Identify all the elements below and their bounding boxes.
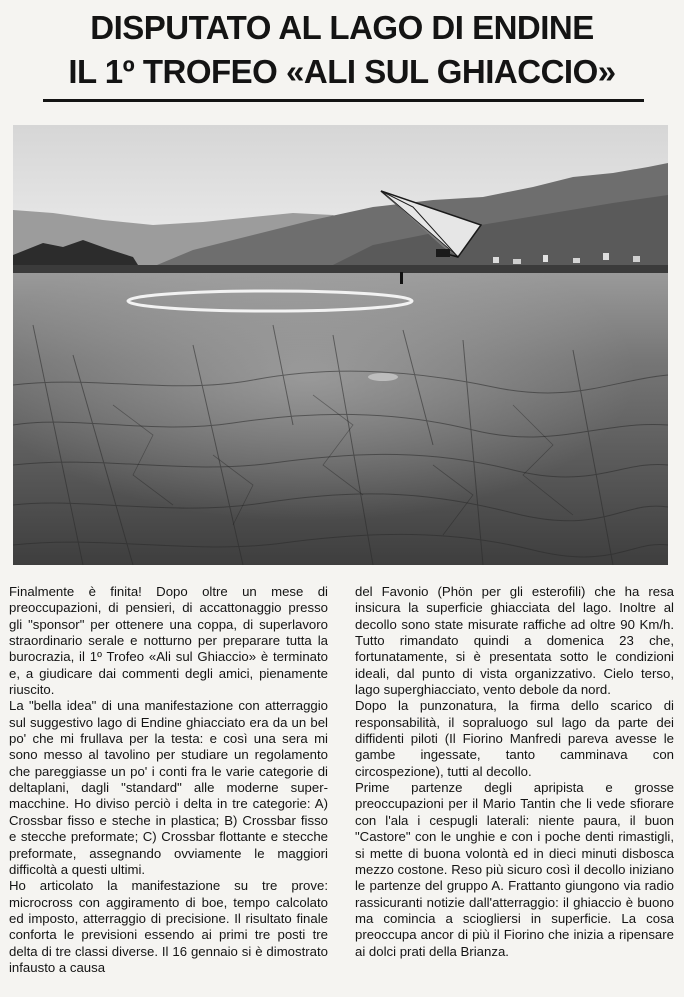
article-column-left xyxy=(9,584,328,976)
headline-rule xyxy=(43,99,644,102)
article-paragraph: Prime partenze degli apripista e grosse preoccupazioni per il Mario Tantin che li vede sfiorare con l'ala i cespugli laterali: niente paura, il buon "Castore" con le unghie e con i poche denti rimastigli, si mette di buona volontà ed in dieci minuti disbosca mezzo costone. Reso più sicuro così il decollo iniziano le partenze del gruppo A. Frattanto giungono via radio rassicuranti notizie dall'atterraggio: il ghiaccio è buono ma comincia a sciogliersi in superficie. La cosa preoccupa ancor di più il Fiorino che inizia a ripensare ai dolci prati della Brianza. xyxy=(355,780,674,959)
hang-glider-photo xyxy=(13,125,668,565)
article-paragraph: Ho articolato la manifestazione su tre prove: microcross con aggiramento di boe, tempo calcolato ed imposto, atterraggio di precisione. Il risultato finale conforta le previsioni essendo ai primi tre posti tre delta di tre classi diverse. Il 16 gennaio si è dimostrato infausto a causa xyxy=(9,878,328,975)
article-paragraph: Dopo la punzonatura, la firma dello scarico di responsabilità, il sopraluogo sul lago da parte dei diffidenti piloti (Il Fiorino Manfredi pareva avesse le gambe ingessate, tanto camminava con circospezione), tutti al decollo. xyxy=(355,698,674,779)
article-column-right xyxy=(355,584,674,960)
article-paragraph: La "bella idea" di una manifestazione con atterraggio sul suggestivo lago di Endine ghiacciato era da un bel po' che mi frullava per la testa: e così una sera mi sono messo al tavolino per studiare un regolamento che pareggiasse un po' i conti fra le varie categorie di deltaplani, dagli "standard" alle moderne super-macchine. Ho diviso perciò i delta in tre categorie: A) Crossbar fisso e steche in plastica; B) Crossbar fisso e stecche preformate; C) Crossbar flottante e stecche preformate, assegnando ovviamente le maggiori difficoltà a questi ultimi. xyxy=(9,698,328,877)
headline-line-2: IL 1º TROFEO «ALI SUL GHIACCIO» xyxy=(68,53,616,90)
article-paragraph: Finalmente è finita! Dopo oltre un mese di preoccupazioni, di pensieri, di accattonaggio presso gli "sponsor" per ottenere una coppa, di superlavoro straordinario serale e notturno per preparare tutta la burocrazia, il 1º Trofeo «Ali sul Ghiaccio» è terminato e, a giudicare dai commenti degli amici, pienamente riuscito. xyxy=(9,584,328,698)
article-paragraph: del Favonio (Phön per gli esterofili) che ha resa insicura la superficie ghiacciata del lago. Inoltre al decollo sono state misurate raffiche ad oltre 90 Km/h. Tutto rimandato quindi a domenica 23 che, fortunatamente, si è presentata sotto le condizioni ideali, dal punto di vista organizzativo. Cielo terso, lago superghiacciato, vento debole da nord. xyxy=(355,584,674,698)
headline-line-1: DISPUTATO AL LAGO DI ENDINE xyxy=(90,9,594,46)
headline xyxy=(0,6,684,94)
